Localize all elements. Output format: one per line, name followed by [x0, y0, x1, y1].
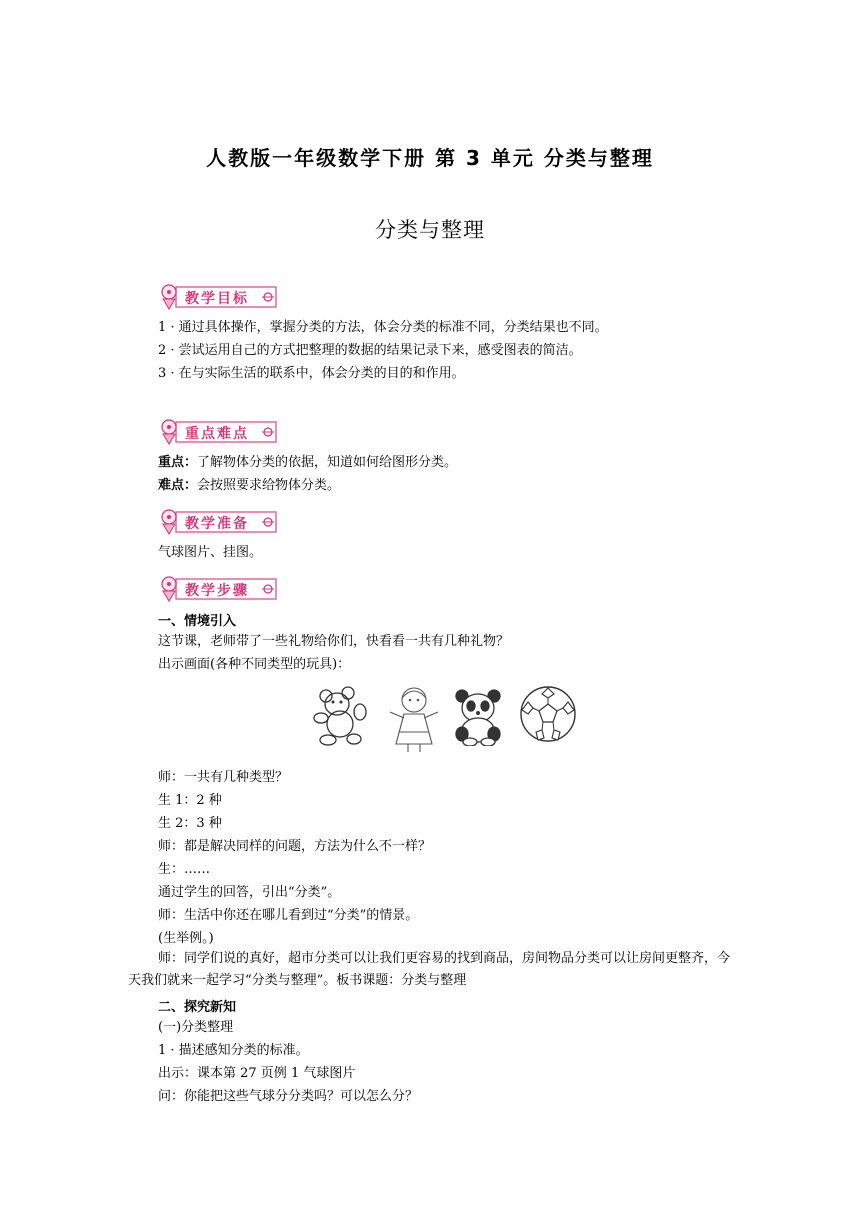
- soccer-ball-icon: [518, 684, 578, 744]
- difficulty-text: 会按照要求给物体分类。: [197, 478, 341, 493]
- badge-label: 教学准备: [185, 516, 249, 532]
- dialogue-line: 师：一共有几种类型？: [158, 770, 289, 785]
- badge-label: 重点难点: [185, 426, 249, 442]
- section-heading-explore: 二、探究新知: [158, 1000, 237, 1015]
- key-text: 了解物体分类的依据，知道如何给图形分类。: [197, 455, 458, 470]
- badge-teaching-goals: [158, 283, 280, 311]
- goal-item: 1 · 通过具体操作，掌握分类的方法，体会分类的标准不同，分类结果也不同。: [158, 320, 608, 335]
- dialogue-line: 生：……: [158, 862, 211, 877]
- prep-text: 气球图片、挂图。: [158, 545, 263, 560]
- intro-line: 这节课，老师带了一些礼物给你们，快看看一共有几种礼物？: [158, 634, 510, 649]
- goal-item: 2 · 尝试运用自己的方式把整理的数据的结果记录下来，感受图表的简洁。: [158, 343, 582, 358]
- dialogue-line: 生 2：3 种: [158, 816, 222, 831]
- explore-line: 出示：课本第 27 页例 1 气球图片: [158, 1066, 356, 1081]
- key-label: 重点：: [158, 455, 198, 470]
- intro-line: 出示画面(各种不同类型的玩具)：: [158, 657, 351, 672]
- teddy-bear-icon: [312, 684, 370, 748]
- explore-line: 1 · 描述感知分类的标准。: [158, 1043, 309, 1058]
- dialogue-line: (生举例。): [158, 931, 214, 946]
- dialogue-line: 通过学生的回答，引出“分类”。: [158, 885, 341, 900]
- goal-item: 3 · 在与实际生活的联系中，体会分类的目的和作用。: [158, 366, 465, 381]
- difficulty-label: 难点：: [158, 478, 198, 493]
- difficulty-line: [158, 476, 340, 496]
- document-title: 人教版一年级数学下册 第 3 单元 分类与整理: [206, 146, 654, 170]
- toy-illustrations: [312, 684, 578, 754]
- explore-line: 问：你能把这些气球分分类吗？可以怎么分？: [158, 1089, 419, 1104]
- badge-teaching-steps: [158, 575, 280, 603]
- doll-icon: [384, 684, 444, 754]
- badge-label: 教学目标: [185, 291, 249, 307]
- key-point-line: [158, 453, 457, 473]
- section-heading-intro: 一、情境引入: [158, 614, 237, 629]
- summary-paragraph: 师：同学们说的真好，超市分类可以让我们更容易的找到商品，房间物品分类可以让房间更整齐，今天我们就来一起学习“分类与整理”。板书课题：分类与整理: [128, 951, 731, 988]
- dialogue-line: 师：生活中你还在哪儿看到过“分类”的情景。: [158, 908, 419, 923]
- dialogue-line: 师：都是解决同样的问题，方法为什么不一样？: [158, 839, 432, 854]
- dialogue-line: 生 1：2 种: [158, 793, 222, 808]
- lesson-title: 分类与整理: [375, 218, 485, 242]
- badge-label: 教学步骤: [185, 583, 249, 599]
- badge-key-points: [158, 418, 280, 446]
- panda-icon: [450, 684, 508, 746]
- explore-line: (一)分类整理: [158, 1020, 234, 1035]
- badge-teaching-prep: [158, 508, 280, 536]
